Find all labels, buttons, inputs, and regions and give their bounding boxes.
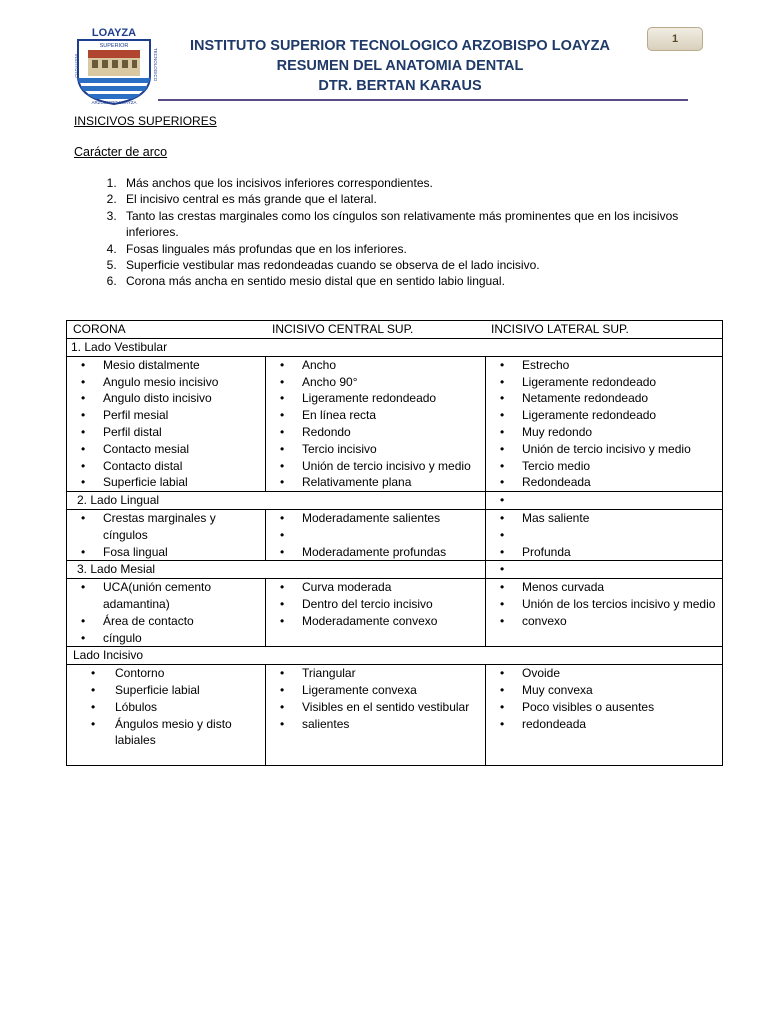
col-header-central: INCISIVO CENTRAL SUP. (272, 322, 414, 336)
arch-characteristics-list (74, 175, 730, 290)
list-item: • Área de contacto (103, 613, 261, 630)
list-item: • Contacto distal (103, 458, 261, 475)
list-item: 1. Más anchos que los incisivos inferiores correspondientes. (120, 175, 730, 191)
section-label: Lado Incisivo (67, 647, 723, 665)
list-item: • Crestas marginales y cíngulos (103, 510, 261, 544)
list-item: • Triangular (302, 665, 481, 682)
logo-subtitle: SUPERIOR (99, 43, 129, 49)
list-item: • En línea recta (302, 407, 481, 424)
institute-logo (70, 26, 158, 106)
section-label: 2. Lado Lingual (67, 492, 486, 510)
list-item: 3. Tanto las crestas marginales como los cíngulos son relativamente más prominentes que en los incisivos inferiores. (120, 208, 730, 241)
section-row-incisal (67, 647, 723, 665)
spacer (302, 527, 481, 544)
list-item: • Ligeramente redondeado (522, 374, 718, 391)
list-item: • Ancho 90° (302, 374, 481, 391)
list-item: 2. El incisivo central es más grande que el lateral. (120, 191, 730, 207)
subsection-title: Carácter de arco (74, 145, 168, 159)
header-line-title: RESUMEN DEL ANATOMIA DENTAL (276, 58, 524, 74)
header-line-institute: INSTITUTO SUPERIOR TECNOLOGICO ARZOBISPO LOAYZA (190, 38, 610, 54)
list-item: 5. Superficie vestibular mas redondeadas cuando se observa de el lado incisivo. (120, 257, 730, 273)
list-item: • Moderadamente convexo (302, 613, 481, 630)
table-row (67, 356, 723, 491)
list-item: • Muy redondo (522, 424, 718, 441)
section-label: 3. Lado Mesial (67, 561, 486, 579)
empty-bullet (490, 561, 718, 578)
section-row-lingual (67, 492, 723, 510)
section-title: INSICIVOS SUPERIORES (74, 114, 217, 128)
list-item: • Tercio medio (522, 458, 718, 475)
list-item: • Unión de tercio incisivo y medio (302, 458, 481, 475)
logo-title: LOAYZA (91, 27, 137, 39)
table-row (67, 665, 723, 766)
list-item: • Angulo mesio incisivo (103, 374, 261, 391)
list-item: • salientes (302, 716, 481, 733)
list-item: • Ligeramente redondeado (522, 407, 718, 424)
list-item: • Perfil mesial (103, 407, 261, 424)
list-item: • redondeada (522, 716, 718, 733)
list-item: • Tercio incisivo (302, 441, 481, 458)
list-item: • Contorno (115, 665, 261, 682)
logo-right-text: TECNOLOGICO (153, 48, 158, 82)
list-item: • UCA(unión cemento adamantina) (103, 579, 261, 613)
table-row (67, 579, 723, 647)
list-item: • Redondo (302, 424, 481, 441)
list-item: • Fosa lingual (103, 544, 261, 561)
list-item: 6. Corona más ancha en sentido mesio distal que en sentido labio lingual. (120, 273, 730, 289)
list-item: • Ovoide (522, 665, 718, 682)
list-item: • Unión de los tercios incisivo y medio (522, 596, 718, 613)
col-header-lateral: INCISIVO LATERAL SUP. (491, 322, 629, 336)
list-item: • Estrecho (522, 357, 718, 374)
list-item: • Superficie labial (115, 682, 261, 699)
section-label: 1. Lado Vestibular (67, 339, 723, 357)
document-header (160, 36, 640, 96)
spacer (522, 527, 718, 544)
list-item: • Dentro del tercio incisivo (302, 596, 481, 613)
section-row-vestibular (67, 339, 723, 357)
list-item: • Redondeada (522, 474, 718, 491)
list-item: 4. Fosas linguales más profundas que en los inferiores. (120, 241, 730, 257)
list-item: • convexo (522, 613, 718, 630)
list-item: • Moderadamente profundas (302, 544, 481, 561)
list-item: • Menos curvada (522, 579, 718, 596)
list-item: • Visibles en el sentido vestibular (302, 699, 481, 716)
list-item: • Perfil distal (103, 424, 261, 441)
table-header-row (67, 321, 723, 339)
list-item: • Profunda (522, 544, 718, 561)
list-item: • Relativamente plana (302, 474, 481, 491)
logo-bottom-text: ARZOBISPO LOAYZA (91, 100, 137, 105)
list-item: • Lóbulos (115, 699, 261, 716)
section-row-mesial (67, 561, 723, 579)
list-item: • Netamente redondeado (522, 390, 718, 407)
list-item: • Poco visibles o ausentes (522, 699, 718, 716)
empty-bullet (490, 492, 718, 509)
list-item: • Ligeramente redondeado (302, 390, 481, 407)
page-number-badge: 1 (647, 27, 703, 51)
list-item: • Mas saliente (522, 510, 718, 527)
list-item: • Moderadamente salientes (302, 510, 481, 527)
list-item: • Contacto mesial (103, 441, 261, 458)
logo-left-text: INSTITUTO (74, 54, 79, 78)
header-line-author: DTR. BERTAN KARAUS (318, 78, 482, 94)
col-header-corona: CORONA (73, 322, 126, 336)
list-item: • Superficie labial (103, 474, 261, 491)
list-item: • Muy convexa (522, 682, 718, 699)
list-item: • Mesio distalmente (103, 357, 261, 374)
list-item: • cíngulo (103, 630, 261, 647)
table-row (67, 509, 723, 560)
header-divider (158, 99, 688, 101)
list-item: • Unión de tercio incisivo y medio (522, 441, 718, 458)
list-item: • Ángulos mesio y disto labiales (115, 716, 261, 750)
list-item: • Angulo disto incisivo (103, 390, 261, 407)
list-item: • Curva moderada (302, 579, 481, 596)
list-item: • Ligeramente convexa (302, 682, 481, 699)
crown-comparison-table (66, 320, 723, 766)
list-item: • Ancho (302, 357, 481, 374)
